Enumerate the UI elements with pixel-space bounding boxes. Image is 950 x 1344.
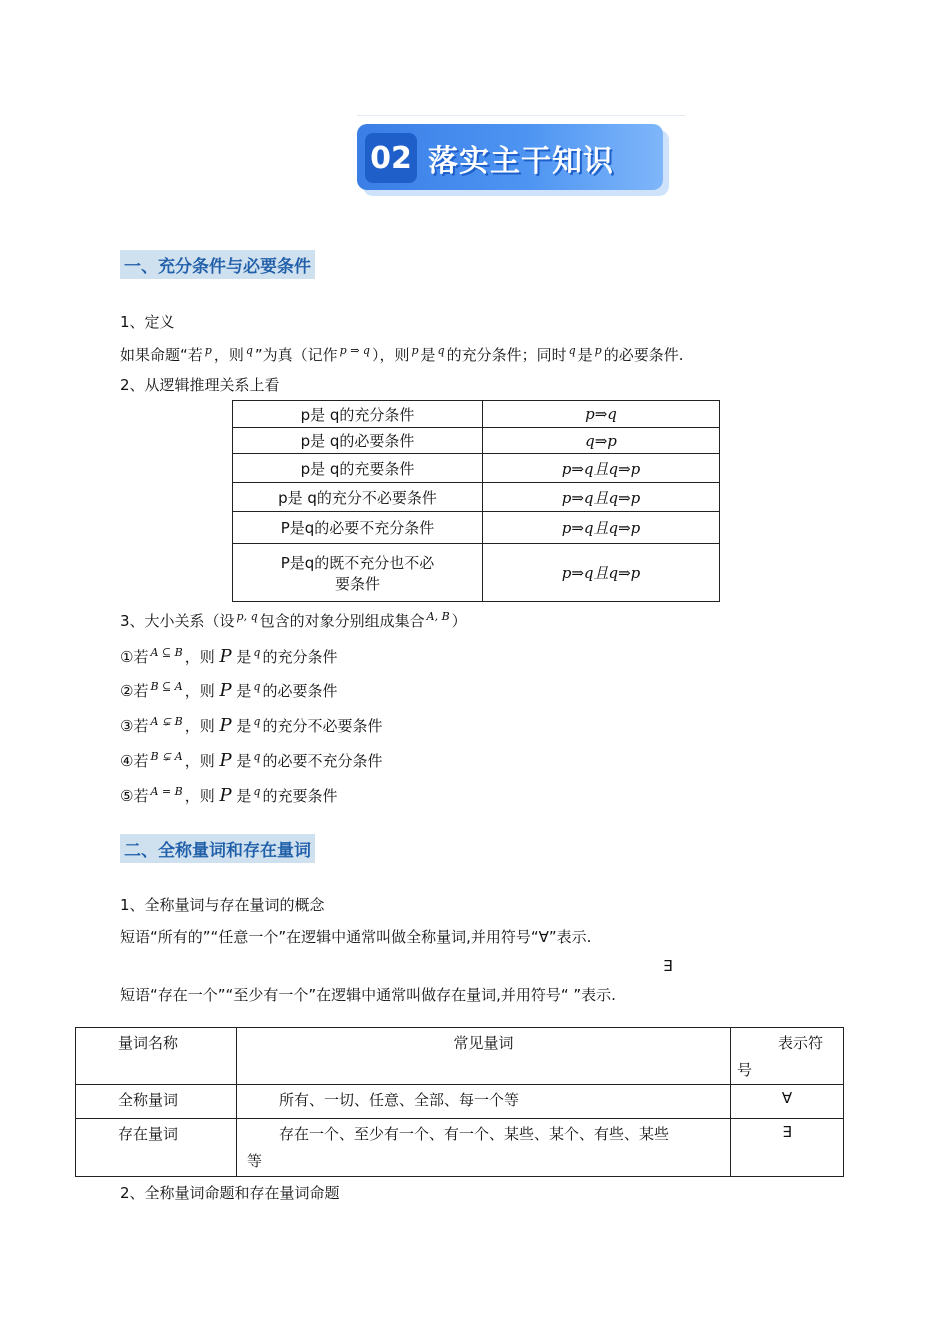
table-row bbox=[233, 428, 720, 454]
size-title: 3、大小关系（设 $^{p, q}$ 包含的对象分别组成集合 $^{A, B}$ ） bbox=[120, 610, 467, 630]
logic-left-cell bbox=[233, 544, 483, 602]
quantifier-name-cell: 存在量词 bbox=[76, 1119, 237, 1177]
logic-right-cell: p⇒q且q⇒p bbox=[483, 544, 720, 602]
size-item: ④若 $^{B ⊊ A}$ ，则 P 是 $^q$ 的必要不充分条件 bbox=[120, 750, 383, 771]
banner-title: 落实主干知识 bbox=[428, 144, 614, 179]
quantifier-symbol-cell: ∀ bbox=[731, 1085, 844, 1119]
quantifier-symbol-cell: ∃ bbox=[731, 1119, 844, 1177]
logic-right-cell: p⇒q且q⇒p bbox=[483, 512, 720, 544]
logic-right-cell: p⇒q bbox=[483, 401, 720, 428]
logic-right-cell: p⇒q且q⇒p bbox=[483, 483, 720, 512]
logic-left-cell: p是 q的充分不必要条件 bbox=[233, 483, 483, 512]
logic-left-cell: P是q的必要不充分条件 bbox=[233, 512, 483, 544]
header-cell-examples: 常见量词 bbox=[237, 1028, 731, 1085]
logic-right-cell: p⇒q且q⇒p bbox=[483, 454, 720, 483]
header-cell-name: 量词名称 bbox=[76, 1028, 237, 1085]
size-item: ①若 $^{A ⊆ B}$ ，则 P 是 $^q$ 的充分条件 bbox=[120, 646, 338, 667]
logic-left-line2: 要条件 bbox=[334, 574, 380, 593]
logic-table bbox=[232, 400, 720, 602]
table-row bbox=[233, 512, 720, 544]
definition-text: 如果命题“若 $^p$ ，则 $^q$ ”为真（记作 $^{p \Rightarrow q}$ ），则 $^p$ 是 $^q$ 的充分条件；同时 $^q$ 是 $^p$ 的必要条件. bbox=[120, 344, 684, 364]
section1-heading: 一、充分条件与必要条件 bbox=[120, 250, 315, 279]
banner-top-rule bbox=[357, 115, 685, 116]
quantifier-examples-cell: 存在一个、至少有一个、有一个、某些、某个、有些、某些 等 bbox=[237, 1119, 731, 1177]
header-cell-symbol: 表示符 号 bbox=[731, 1028, 844, 1085]
exist-quantifier-text: 短语“存在一个”“至少有一个”在逻辑中通常叫做存在量词,并用符号“ ”表示. bbox=[120, 986, 616, 1004]
table-row bbox=[76, 1085, 844, 1119]
logic-left-cell: p是 q的充分条件 bbox=[233, 401, 483, 428]
logic-left-cell: p是 q的充要条件 bbox=[233, 454, 483, 483]
logic-left-line1: P是q的既不充分也不必 bbox=[280, 553, 435, 572]
logic-left-cell: p是 q的必要条件 bbox=[233, 428, 483, 454]
table-row bbox=[233, 401, 720, 428]
size-item: ③若 $^{A ⊊ B}$ ，则 P 是 $^q$ 的充分不必要条件 bbox=[120, 715, 383, 736]
quantifier-concept-title: 1、全称量词与存在量词的概念 bbox=[120, 896, 325, 914]
definition-title: 1、定义 bbox=[120, 313, 175, 331]
logic-right-cell: q⇒p bbox=[483, 428, 720, 454]
table-header-row bbox=[76, 1028, 844, 1085]
quantifier-examples-cell: 所有、一切、任意、全部、每一个等 bbox=[237, 1085, 731, 1119]
section2-heading: 二、全称量词和存在量词 bbox=[120, 834, 315, 863]
logic-title: 2、从逻辑推理关系上看 bbox=[120, 376, 280, 394]
quantifier-table bbox=[75, 1027, 844, 1177]
universal-quantifier-text: 短语“所有的”“任意一个”在逻辑中通常叫做全称量词,并用符号“∀”表示. bbox=[120, 928, 592, 946]
exist-symbol: ∃ bbox=[663, 957, 673, 975]
table-row bbox=[76, 1119, 844, 1177]
banner-number: 02 bbox=[365, 133, 417, 183]
size-item: ②若 $^{B ⊆ A}$ ，则 P 是 $^q$ 的必要条件 bbox=[120, 680, 338, 701]
quantifier-name-cell: 全称量词 bbox=[76, 1085, 237, 1119]
table-row bbox=[233, 483, 720, 512]
table-row bbox=[233, 544, 720, 602]
size-item: ⑤若 $^{A = B}$ ，则 P 是 $^q$ 的充要条件 bbox=[120, 785, 338, 806]
quantifier-propositions-title: 2、全称量词命题和存在量词命题 bbox=[120, 1184, 340, 1202]
table-row bbox=[233, 454, 720, 483]
